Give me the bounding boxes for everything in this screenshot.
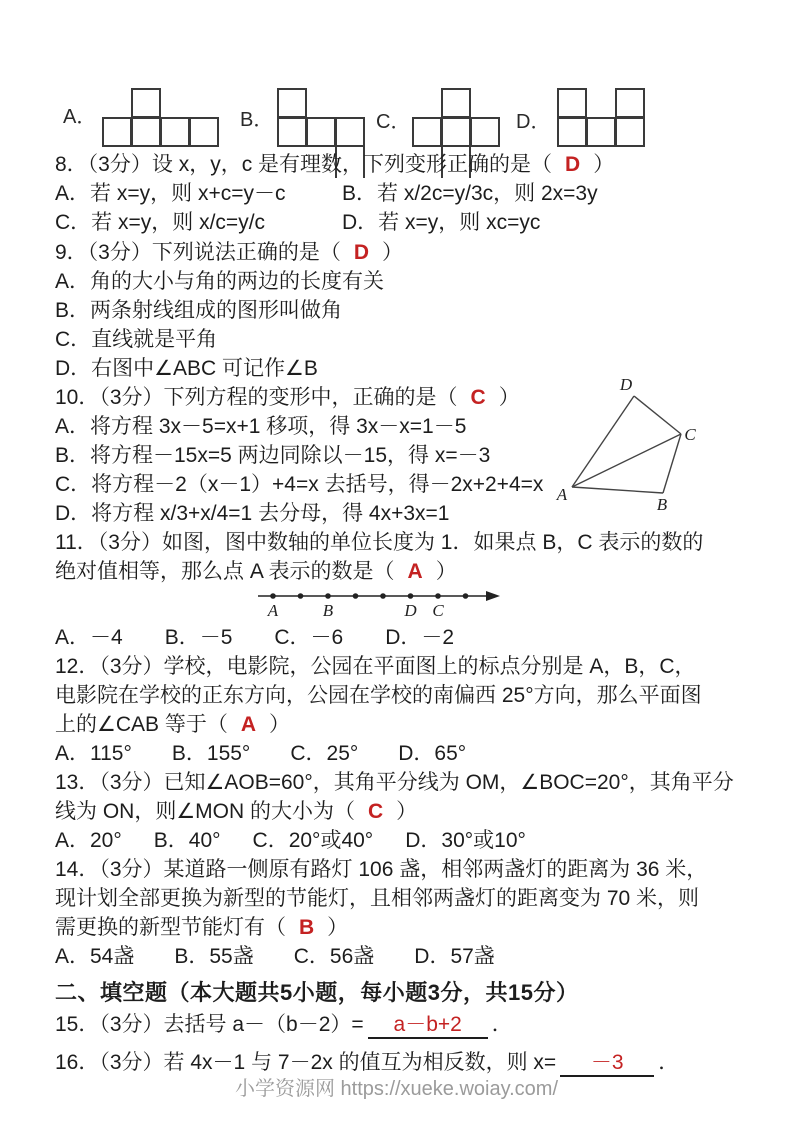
number-line-figure — [240, 585, 510, 625]
number-line-arrowhead — [486, 591, 500, 601]
q14-option-c: C．56盏 — [293, 945, 375, 968]
footer-watermark: 小学资源网 https://xueke.woiay.com/ — [234, 1078, 559, 1100]
q12-option-b: B．155° — [171, 742, 251, 765]
q9-option-c: C．直线就是平角 — [55, 328, 218, 351]
q15-period: ． — [491, 1013, 513, 1036]
q8-stem-text: 8．（3分）设 x，y，c 是有理数，下列变形正确的是（ — [55, 153, 553, 176]
net-d-cell — [586, 117, 616, 147]
q13-stem-text: 线为 ON，则∠MON 的大小为（ — [55, 800, 355, 823]
q7-option-d-label: D． — [516, 111, 551, 133]
q9-option-a: A．角的大小与角的两边的长度有关 — [55, 270, 385, 293]
q10-option-c: C．将方程－2（x－1）+4=x 去括号，得－2x+2+4=x — [55, 473, 544, 496]
q10-option-a: A．将方程 3x－5=x+1 移项，得 3x－x=1－5 — [55, 415, 467, 438]
q14-option-a: A．54盏 — [55, 945, 135, 968]
q12-option-c: C．25° — [290, 742, 359, 765]
net-c-cell — [441, 117, 471, 147]
q14-options — [55, 944, 495, 970]
vertex-label-a: A — [556, 485, 568, 504]
net-d-cell — [615, 88, 645, 118]
q11-option-a: A．－4 — [55, 626, 123, 649]
net-b-cell — [335, 117, 365, 147]
q11-options — [55, 625, 454, 651]
q8-option-b: B．若 x/2c=y/3c，则 2x=3y — [342, 182, 598, 205]
q14-stem-line1: 14．（3分）某道路一侧原有路灯 106 盏，相邻两盏灯的距离为 36 米， — [55, 858, 708, 881]
q13-option-c: C．20°或40° — [252, 829, 374, 852]
net-a-cell — [102, 117, 132, 147]
q14-stem-text: 需更换的新型节能灯有（ — [55, 916, 286, 939]
q7-option-a-label: A． — [63, 106, 97, 128]
net-d-cell — [615, 117, 645, 147]
q12-option-d: D．65° — [398, 742, 467, 765]
q12-stem-text: 上的∠CAB 等于（ — [55, 713, 228, 736]
q13-option-a: A．20° — [55, 829, 122, 852]
q11-answer: A — [407, 560, 423, 583]
q9-option-b: B．两条射线组成的图形叫做角 — [55, 299, 343, 322]
q7-option-c-label: C． — [376, 111, 411, 133]
q10-stem-close: ） — [498, 386, 520, 409]
vertex-label-c: C — [684, 425, 696, 444]
axis-label-a: A — [267, 601, 279, 620]
q9-stem — [55, 240, 403, 266]
q8-stem — [55, 152, 614, 178]
q14-stem-close: ） — [327, 916, 349, 939]
q16-fill-blank — [55, 1050, 679, 1077]
q13-stem-line2 — [55, 799, 417, 825]
q9-answer: D — [353, 241, 370, 264]
q8-option-c: C．若 x=y，则 x/c=y/c — [55, 211, 266, 234]
q10-option-d: D．将方程 x/3+x/4=1 去分母，得 4x+3x=1 — [55, 502, 450, 525]
vertex-label-d: D — [619, 375, 633, 394]
net-a-cell — [131, 88, 161, 118]
q11-stem-text: 绝对值相等，那么点 A 表示的数是（ — [55, 560, 395, 583]
net-a-cell — [131, 117, 161, 147]
q8-stem-close: ） — [593, 153, 615, 176]
q8-option-d: D．若 x=y，则 xc=yc — [342, 211, 541, 234]
net-a-cell — [189, 117, 219, 147]
net-a-cell — [160, 117, 190, 147]
net-c-cell — [470, 117, 500, 147]
q9-stem-close: ） — [382, 241, 404, 264]
q8-option-a: A．若 x=y，则 x+c=y－c — [55, 182, 286, 205]
net-d-cell — [557, 88, 587, 118]
q13-stem-line1: 13．（3分）已知∠AOB=60°，其角平分线为 OM，∠BOC=20°，其角平分 — [55, 771, 734, 794]
q13-answer: C — [368, 800, 384, 823]
q12-stem-line3 — [55, 712, 290, 738]
q16-period: ． — [658, 1051, 680, 1074]
q11-option-c: C．－6 — [274, 626, 344, 649]
net-c-cell — [441, 88, 471, 118]
q10-stem — [55, 385, 520, 411]
q15-answer-blank: a－b+2 — [368, 1013, 488, 1039]
axis-label-d: D — [404, 601, 417, 620]
q16-answer-blank: －3 — [560, 1051, 654, 1077]
q12-stem-close: ） — [269, 713, 291, 736]
q12-options — [55, 741, 466, 767]
q10-option-b: B．将方程－15x=5 两边同除以－15，得 x=－3 — [55, 444, 491, 467]
q11-stem-line2 — [55, 559, 457, 585]
q8-options-row1 — [55, 181, 740, 207]
q7-option-b-label: B． — [240, 109, 274, 131]
q11-stem-line1: 11．（3分）如图，图中数轴的单位长度为 1．如果点 B，C 表示的数的 — [55, 531, 704, 554]
net-c-cell — [412, 117, 442, 147]
q13-stem-close: ） — [396, 800, 418, 823]
q15-stem-text: 15．（3分）去括号 a－（b－2）= — [55, 1013, 364, 1036]
q10-answer: C — [470, 386, 486, 409]
q12-option-a: A．115° — [55, 742, 132, 765]
axis-label-c: C — [432, 601, 444, 620]
q9-stem-text: 9．（3分）下列说法正确的是（ — [55, 241, 341, 264]
quadrilateral-figure — [548, 372, 708, 517]
net-b-cell — [277, 88, 307, 118]
q8-answer: D — [565, 153, 581, 176]
net-d-cell — [557, 117, 587, 147]
q9-option-d: D．右图中∠ABC 可记作∠B — [55, 357, 318, 380]
q12-stem-line1: 12．（3分）学校，电影院，公园在平面图上的标点分别是 A，B，C， — [55, 655, 696, 678]
q10-stem-text: 10．（3分）下列方程的变形中，正确的是（ — [55, 386, 458, 409]
q14-option-b: B．55盏 — [174, 945, 254, 968]
q11-stem-close: ） — [435, 560, 457, 583]
q11-option-b: B．－5 — [164, 626, 233, 649]
q15-fill-blank — [55, 1012, 513, 1039]
q14-stem-line3 — [55, 915, 348, 941]
q12-answer: A — [240, 713, 257, 736]
q11-option-d: D．－2 — [385, 626, 455, 649]
q13-option-d: D．30°或10° — [405, 829, 526, 852]
vertex-label-b: B — [656, 495, 668, 514]
section2-heading: 二、填空题（本大题共5小题，每小题3分，共15分） — [55, 980, 579, 1005]
net-b-cell — [306, 117, 336, 147]
q8-options-row2 — [55, 210, 740, 236]
q13-options — [55, 828, 526, 854]
q14-answer: B — [299, 916, 315, 939]
quadrilateral-edges — [572, 396, 681, 493]
axis-label-b: B — [322, 601, 334, 620]
q16-stem-text: 16．（3分）若 4x－1 与 7－2x 的值互为相反数，则 x= — [55, 1051, 557, 1074]
q14-option-d: D．57盏 — [414, 945, 495, 968]
q13-option-b: B．40° — [153, 829, 221, 852]
q12-stem-line2: 电影院在学校的正东方向，公园在学校的南偏西 25°方向，那么平面图 — [55, 684, 702, 707]
net-b-cell — [277, 117, 307, 147]
q14-stem-line2: 现计划全部更换为新型的节能灯，且相邻两盏灯的距离变为 70 米，则 — [55, 887, 700, 910]
